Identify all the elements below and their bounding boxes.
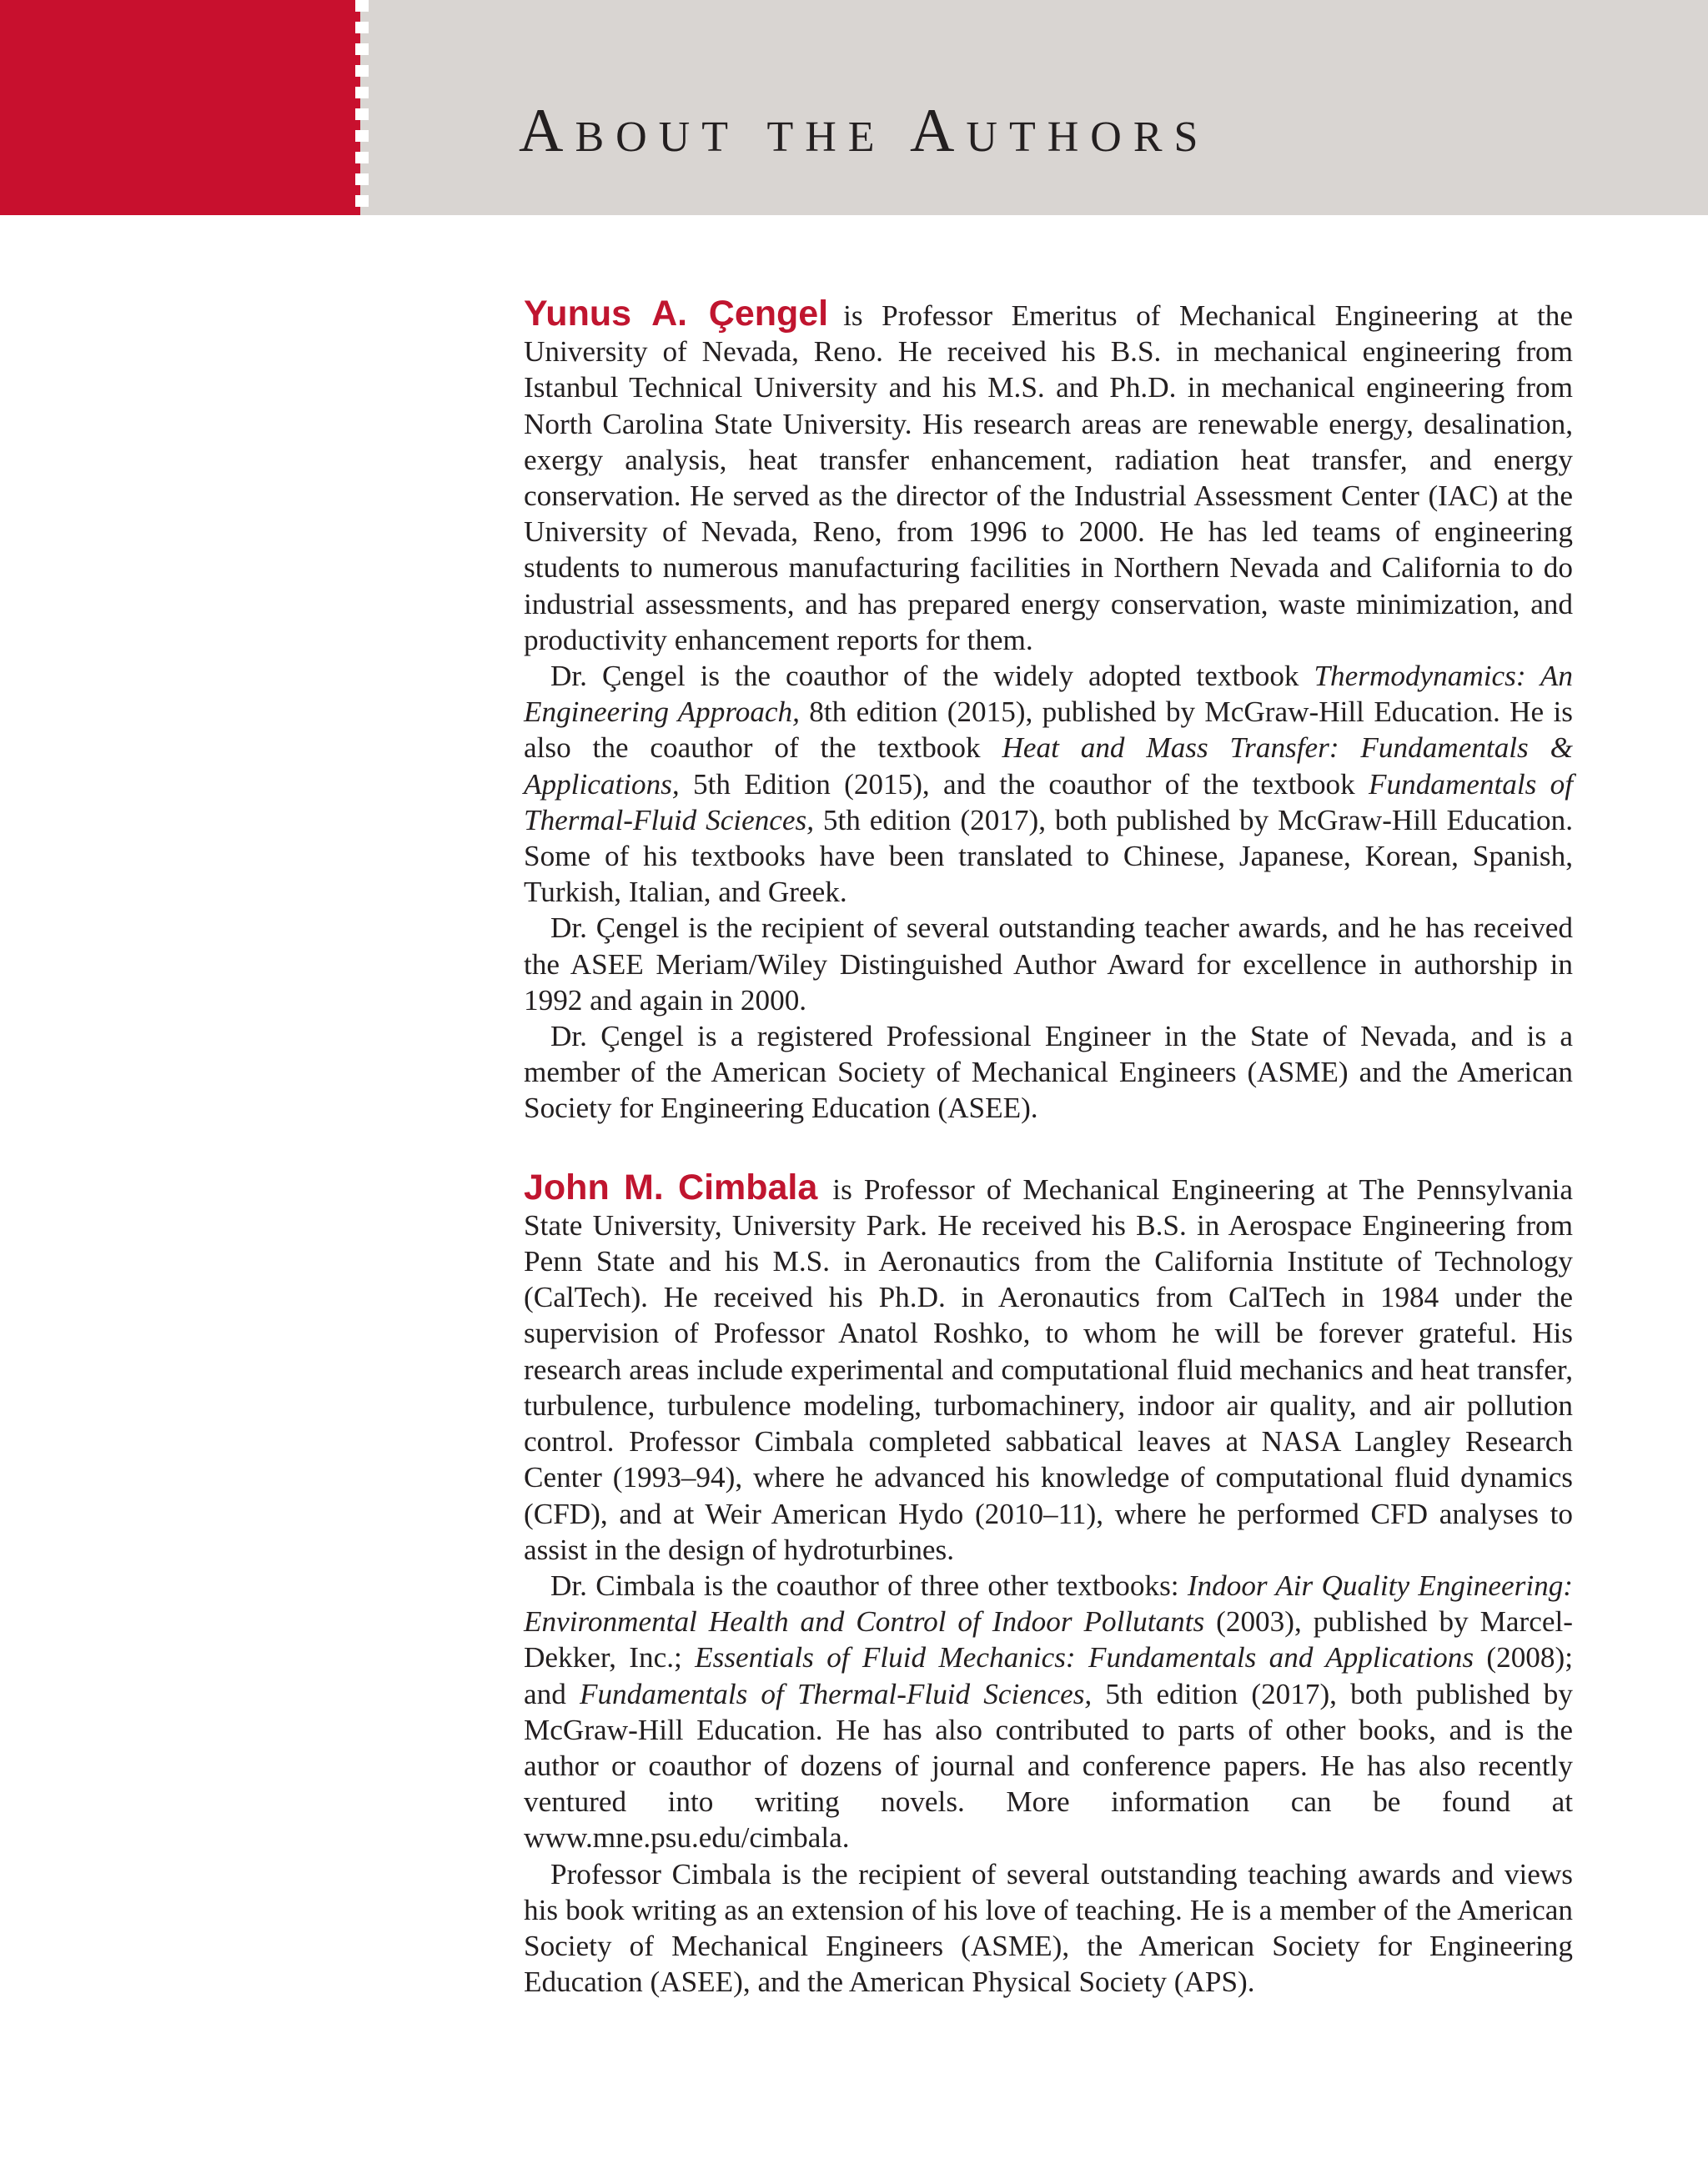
bio-text: is Professor of Mechanical Engineering at The Pennsylvania State University, University Park. He received his B.S. in Aerospace Engineering from Penn State and his M.S. in Aeronautics from the California Institute of Technology (CalTech). He received his Ph.D. in Aeronautics from CalTech in 1984 under the supervision of Professor Anatol Roshko, to whom he will be forever grateful. His research areas include experimental and computational fluid mechanics and heat transfer, turbulence, turbulence modeling, turbomachinery, indoor air quality, and air pollution control. Professor Cimbala completed sabbatical leaves at NASA Langley Research Center (1993–94), where he advanced his knowledge of computational fluid dynamics (CFD), and at Weir American Hydo (2010–11), where he performed CFD analyses to assist in the design of hydroturbines. — [524, 1172, 1573, 1566]
bio-paragraph: Dr. Çengel is a registered Professional Engineer in the State of Nevada, and is a member of the American Society of Mechanical Engineers (ASME) and the American Society for Engineering Education (ASEE). — [524, 1020, 1573, 1125]
bio-paragraph — [524, 1568, 1573, 1856]
author-name: Yunus A. Çengel — [524, 294, 829, 334]
book-title: Essentials of Fluid Mechanics: Fundamentals and Applications — [695, 1641, 1474, 1674]
bio-text: 8th edition (2015), published by McGraw-Hill Education. He is also the coauthor of the textbook — [524, 695, 1573, 765]
bio-text: Dr. Cimbala is the coauthor of three other textbooks: — [550, 1569, 1188, 1602]
book-title: Fundamentals of Thermal-Fluid Sciences, — [579, 1677, 1093, 1710]
bio-text: Dr. Çengel is the coauthor of the widely adopted textbook — [550, 660, 1314, 693]
bio-text: 5th edition (2017), both published by McGraw-Hill Education. Some of his textbooks have been translated to Chinese, Japanese, Korean, Spanish, Turkish, Italian, and Greek. — [524, 803, 1573, 909]
bio-paragraph: Dr. Çengel is the recipient of several outstanding teacher awards, and he has received the ASEE Meriam/Wiley Distinguished Author Award for excellence in authorship in 1992 and again in 2000. — [524, 911, 1573, 1017]
bio-text: is Professor Emeritus of Mechanical Engineering at the University of Nevada, Reno. He received his B.S. in mechanical engineering from Istanbul Technical University and his M.S. and Ph.D. in mechanical engineering from North Carolina State University. His research areas are renewable energy, desalination, exergy analysis, heat transfer enhancement, radiation heat transfer, and energy conservation. He served as the director of the Industrial Assessment Center (IAC) at the University of Nevada, Reno, from 1996 to 2000. He has led teams of engineering students to numerous manufacturing facilities in Northern Nevada and California to do industrial assessments, and has prepared energy conservation, waste minimization, and productivity enhancement reports for them. — [524, 299, 1574, 656]
bio-paragraph — [524, 296, 1573, 658]
perforated-edge-decoration — [355, 0, 369, 215]
book-title: Thermodynamics: An Engineering Approach, — [524, 660, 1573, 729]
author-name: John M. Cimbala — [524, 1167, 818, 1208]
book-title: Heat and Mass Transfer: Fundamentals & Applications, — [524, 731, 1573, 801]
book-title: Indoor Air Quality Engineering: Environmental Health and Control of Indoor Pollutants — [524, 1569, 1574, 1639]
page-title: About the Authors — [519, 97, 1210, 165]
bio-text: 5th edition (2017), both published by McGraw-Hill Education. He has also contributed to parts of other books, and is the author or coauthor of dozens of journal and conference papers. He has also recently ventured into writing novels. More information can be found at www.mne.psu.edu/cimbala. — [524, 1677, 1573, 1855]
author-bio-cimbala — [524, 1167, 1574, 2001]
bio-text: (2008); and — [524, 1641, 1573, 1710]
red-accent-block — [0, 0, 360, 215]
bio-paragraph — [524, 1167, 1573, 1568]
bio-text: 5th Edition (2015), and the coauthor of the textbook — [679, 767, 1369, 801]
bio-text: (2003), published by Marcel-Dekker, Inc.; — [524, 1605, 1574, 1674]
author-bio-cengel — [524, 296, 1573, 1127]
authors-content — [524, 296, 1573, 2000]
bio-paragraph — [524, 658, 1573, 910]
book-title: Fundamentals of Thermal-Fluid Sciences, — [524, 767, 1573, 836]
bio-paragraph: Professor Cimbala is the recipient of several outstanding teaching awards and views his book writing as an extension of his love of teaching. He is a member of the American Society of Mechanical Engineers (ASME), the American Society for Engineering Education (ASEE), and the American Physical Society (APS). — [524, 1857, 1573, 1999]
